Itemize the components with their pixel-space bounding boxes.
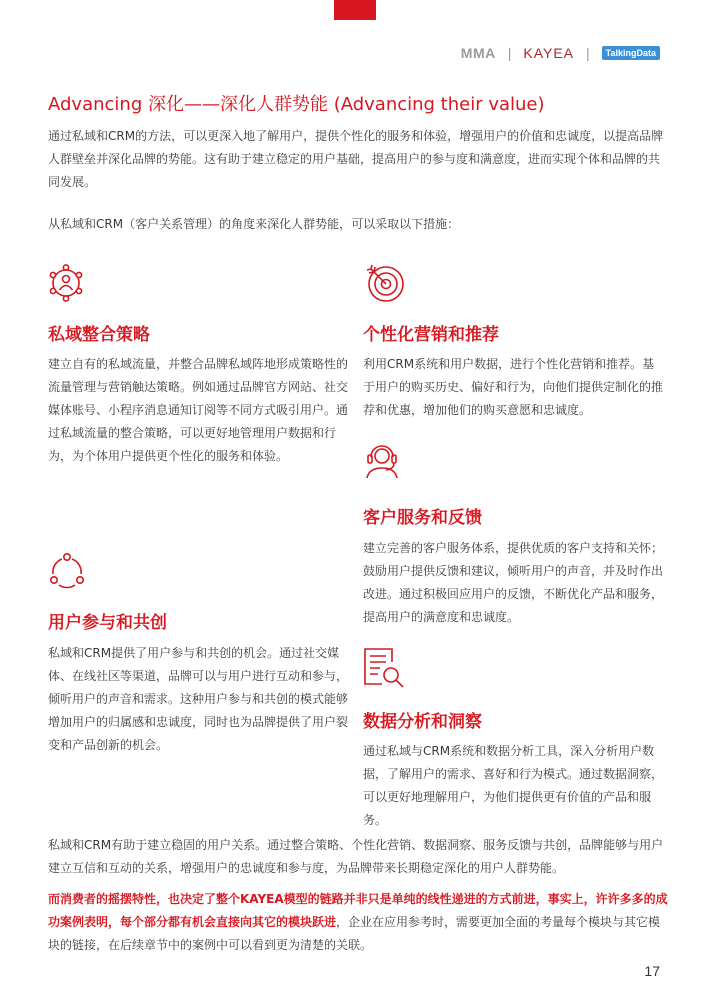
kayea-logo: KAYEA xyxy=(523,45,575,61)
section-title-customer-service: 客户服务和反馈 xyxy=(363,508,482,528)
mma-logo: MMA xyxy=(460,45,496,61)
section-body-data-analysis: 通过私域与CRM系统和数据分析工具，深入分析用户数据，了解用户的需求、喜好和行为模式。通过数据洞察，可以更好地理解用户，为他们提供更有价值的产品和服务。 xyxy=(363,744,664,827)
page-heading: Advancing 深化——深化人群势能 (Advancing their value) xyxy=(48,94,545,115)
final-rest-text: ，企业在应用参考时，需要更加全面的考量每个模块与其它模块的链接，在后续章节中的案例中可以看到更为清楚的关联。 xyxy=(48,915,661,952)
final-paragraph xyxy=(48,888,668,957)
target-icon xyxy=(364,262,404,302)
cycle-people-icon xyxy=(46,550,86,590)
section-title-data-analysis: 数据分析和洞察 xyxy=(363,712,482,732)
partner-logos xyxy=(461,43,660,63)
section-body-personalized-marketing: 利用CRM系统和用户数据，进行个性化营销和推荐。基于用户的购买历史、偏好和行为，向他们提供定制化的推荐和优惠，增加他们的购买意愿和忠诚度。 xyxy=(363,357,664,417)
section-body-customer-service: 建立完善的客户服务体系，提供优质的客户支持和关怀；鼓励用户提供反馈和建议，倾听用户的声音，并及时作出改进。通过积极回应用户的反馈，不断优化产品和服务，提高用户的满意度和忠诚度。 xyxy=(363,541,664,624)
document-search-icon xyxy=(362,646,402,686)
network-people-icon xyxy=(46,263,86,303)
logo-separator: | xyxy=(586,45,590,61)
page-number: 17 xyxy=(644,963,660,979)
lead-paragraph: 从私域和CRM（客户关系管理）的角度来深化人群势能，可以采取以下措施： xyxy=(48,217,460,231)
logo-separator: | xyxy=(507,45,512,61)
section-body-private-domain: 建立自有的私域流量，并整合品牌私域阵地形成策略性的流量管理与营销触达策略。例如通过品牌官方网站、社交媒体账号、小程序消息通知订阅等不同方式吸引用户。通过私域流量的整合策略，可以更好地管理用户数据和行为，为个体用户提供更个性化的服务和体验。 xyxy=(48,357,349,463)
section-title-personalized-marketing: 个性化营销和推荐 xyxy=(363,325,499,345)
closing-paragraph: 私域和CRM有助于建立稳固的用户关系。通过整合策略、个性化营销、数据洞察、服务反馈与共创，品牌能够与用户建立互信和互动的关系，增强用户的忠诚度和参与度，为品牌带来长期稳定深化的用户人群势能。 xyxy=(48,838,664,875)
section-title-private-domain: 私域整合策略 xyxy=(48,325,150,345)
section-body-user-participation: 私域和CRM提供了用户参与和共创的机会。通过社交媒体、在线社区等渠道，品牌可以与用户进行互动和参与，倾听用户的声音和需求。这种用户参与和共创的模式能够增加用户的归属感和忠诚度，同时也为品牌提供了用户裂变和产品创新的机会。 xyxy=(48,646,349,752)
section-title-user-participation: 用户参与和共创 xyxy=(48,613,167,633)
headset-icon xyxy=(361,440,401,480)
top-accent-bar xyxy=(334,0,376,20)
intro-paragraph: 通过私域和CRM的方法，可以更深入地了解用户，提供个性化的服务和体验，增强用户的价值和忠诚度，以提高品牌人群壁垒并深化品牌的势能。这有助于建立稳定的用户基础，提高用户的参与度和满意度，进而实现个体和品牌的共同发展。 xyxy=(48,129,664,189)
talkingdata-logo: TalkingData xyxy=(602,46,660,60)
final-highlight-text: 而消费者的摇摆特性，也决定了整个KAYEA模型的链路并非只是单纯的线性递进的方式前进，事实上，许许多多的成功案例表明，每个部分都有机会直接向其它的模块跃进 xyxy=(48,892,668,929)
